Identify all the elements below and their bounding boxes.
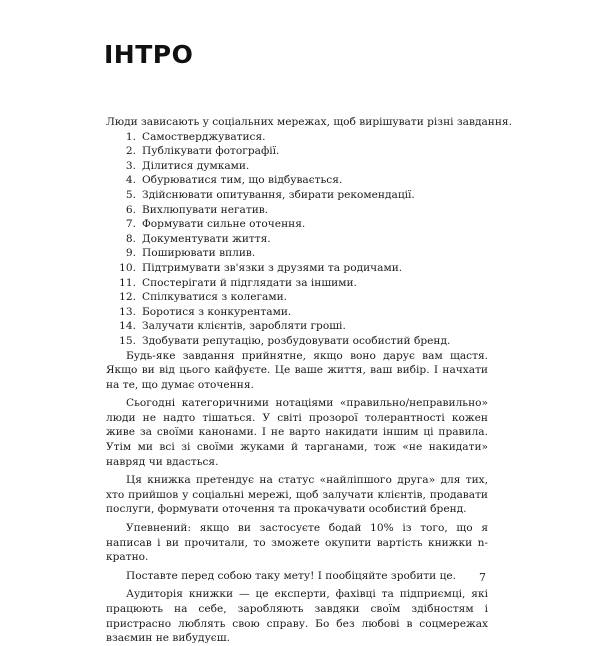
list-item-text: Спостерігати й підглядати за іншими. [142, 276, 357, 289]
list-item-text: Поширювати вплив. [142, 247, 256, 260]
list-item [106, 290, 488, 305]
list-item-text: Боротися з конкурентами. [142, 305, 292, 318]
list-item-number: 11. [119, 276, 136, 289]
paragraph: Поставте перед собою таку мету! І пообіцяйте зробити це. [126, 569, 457, 582]
page-body [106, 115, 512, 646]
list-item-text: Підтримувати зв'язки з друзями та родичами. [142, 261, 403, 274]
paragraph: Будь-яке завдання прийнятне, якщо воно дарує вам щастя. Якщо ви від цього кайфуєте. Це ваше життя, ваш вибір. І начхати на те, що думає оточення. [106, 349, 488, 391]
list-item-number: 3. [125, 159, 136, 172]
list-item-text: Документувати життя. [142, 232, 271, 245]
list-item-text: Спілкуватися з колегами. [142, 291, 288, 304]
list-item-text: Формувати сильне оточення. [142, 218, 306, 231]
list-item [106, 173, 488, 188]
list-item-number: 8. [125, 232, 136, 245]
list-item-number: 5. [125, 188, 136, 201]
list-item-number: 7. [125, 218, 136, 231]
list-item-number: 2. [125, 145, 136, 158]
list-item [106, 188, 488, 203]
list-item-text: Публікувати фотографії. [142, 145, 280, 158]
list-item-text: Залучати клієнтів, заробляти гроші. [142, 320, 346, 333]
list-item-text: Здобувати репутацію, розбудовувати особистий бренд. [142, 334, 451, 347]
list-item [106, 217, 488, 232]
paragraph: Аудиторія книжки — це експерти, фахівці та підприємці, які працюють на себе, заробляють завдяки своїм здібностям і пристрасно люблять свою справу. Бо без любові в соцмережах взаємин не вибудуєш. [106, 588, 488, 645]
list-item-number: 12. [119, 291, 136, 304]
list-item-number: 13. [119, 305, 136, 318]
list-item [106, 144, 488, 159]
list-item-number: 6. [125, 203, 136, 216]
list-item-number: 1. [125, 130, 136, 143]
list-item-number: 10. [119, 261, 136, 274]
chapter-title: ІНТРО [104, 40, 194, 69]
list-item [106, 246, 488, 261]
list-item-text: Вихлюпувати негатив. [142, 203, 269, 216]
paragraph: Упевнений: якщо ви застосуєте бодай 10% із того, що я написав і ви прочитали, то зможете окупити вартість книжки n-кратно. [106, 522, 488, 564]
list-item-number: 9. [125, 247, 136, 260]
list-item-text: Обурюватися тим, що відбувається. [142, 174, 343, 187]
list-item-number: 14. [119, 320, 136, 333]
list-item [106, 232, 488, 247]
intro-sentence: Люди зависають у соціальних мережах, щоб вирішувати різні завдання. [106, 116, 512, 128]
list-item [106, 130, 488, 145]
list-item [106, 276, 488, 291]
paragraph: Ця книжка претендує на статус «найліпшого друга» для тих, хто прийшов у соціальні мережі, щоб залучати клієнтів, продавати послуги, формувати оточення та прокачувати особистий бренд. [106, 474, 488, 516]
page-number: 7 [479, 571, 486, 584]
list-item [106, 203, 488, 218]
list-item-number: 15. [119, 334, 136, 347]
list-item [106, 305, 488, 320]
task-list [106, 130, 488, 349]
list-item-number: 4. [125, 174, 136, 187]
list-item [106, 261, 488, 276]
list-item [106, 319, 488, 334]
list-item [106, 159, 488, 174]
list-item-text: Здійснювати опитування, збирати рекомендації. [142, 188, 415, 201]
list-item-text: Ділитися думками. [142, 159, 250, 172]
list-item [106, 334, 488, 349]
paragraph: Сьогодні категоричними нотаціями «правильно/неправильно» люди не надто тішаться. У світі прозорої толерантності кожен живе за своїми канонами. І не варто накидати іншим ці правила. Утім ми всі зі своїми жуками й тарганами, тож «не накидати» навряд чи вдасться. [106, 397, 488, 468]
list-item-text: Самостверджуватися. [142, 130, 266, 143]
